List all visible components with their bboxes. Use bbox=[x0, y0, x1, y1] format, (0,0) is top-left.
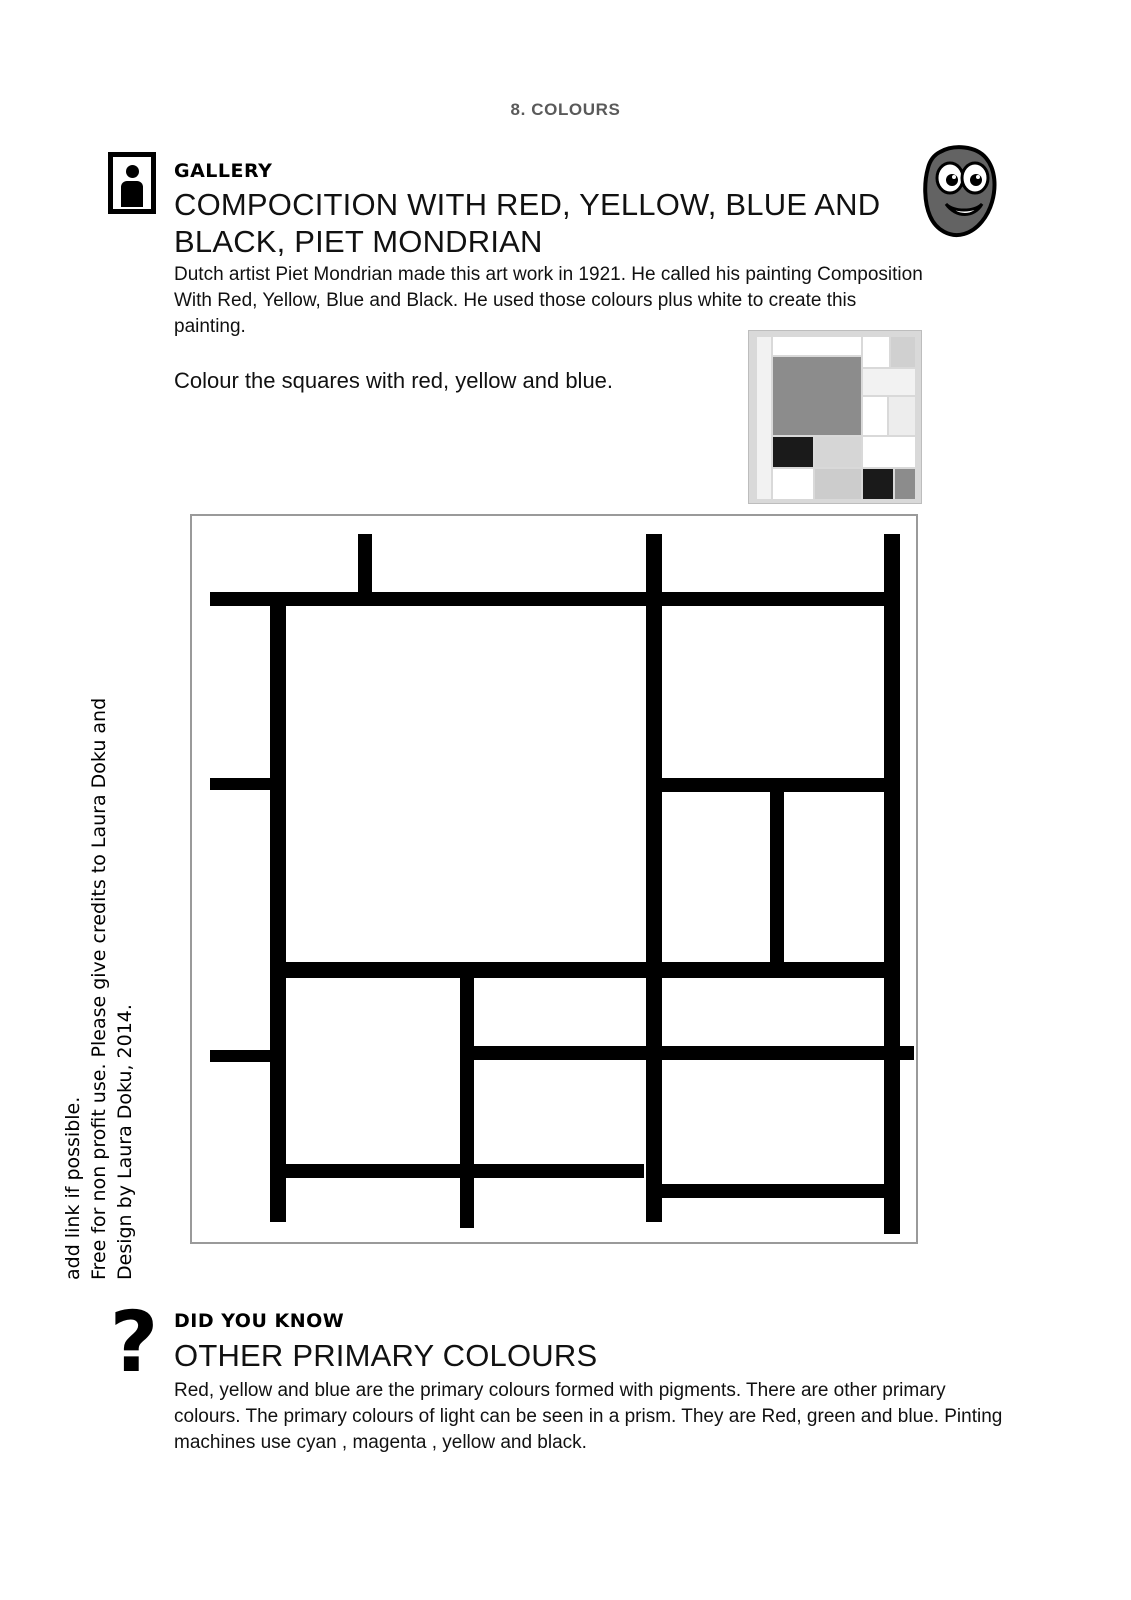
thumbnail-cell bbox=[863, 437, 915, 467]
thumbnail-cell bbox=[773, 437, 813, 467]
thumbnail-cell bbox=[863, 337, 889, 367]
did-you-know-kicker: DID YOU KNOW bbox=[174, 1310, 345, 1332]
h-left-stub-mid bbox=[210, 778, 272, 790]
cartoon-blob-mascot bbox=[920, 144, 1000, 242]
v-center-tall bbox=[646, 534, 662, 1222]
gallery-kicker: GALLERY bbox=[174, 160, 273, 182]
credits-line-2: Free for non profit use. Please give credits to Laura Doku and bbox=[88, 697, 110, 1280]
gallery-title: COMPOCITION WITH RED, YELLOW, BLUE AND BLACK, PIET MONDRIAN bbox=[174, 187, 881, 259]
gallery-instruction-text: Colour the squares with red, yellow and blue. bbox=[174, 368, 614, 393]
did-you-know-body-text: Red, yellow and blue are the primary colours formed with pigments. There are other primary colours. The primary colours of light can be seen in a prism. They are Red, green and blue. Pinting machines use cyan , magenta , yellow and black. bbox=[174, 1380, 1003, 1453]
thumbnail-cell bbox=[889, 397, 915, 435]
did-you-know-title: OTHER PRIMARY COLOURS bbox=[174, 1338, 598, 1373]
thumbnail-cell bbox=[773, 469, 813, 499]
thumbnail-cell bbox=[773, 337, 861, 355]
v-right-inner bbox=[770, 784, 784, 964]
page-title: 8. COLOURS bbox=[510, 100, 621, 119]
v-bottom-short bbox=[460, 1164, 474, 1226]
h-bottom-right bbox=[646, 1184, 900, 1198]
v-left-column bbox=[270, 592, 286, 1222]
thumbnail-cell bbox=[757, 337, 771, 499]
thumbnail-cell bbox=[895, 469, 915, 499]
h-bottom-left bbox=[270, 1164, 644, 1178]
gallery-body-text: Dutch artist Piet Mondrian made this art work in 1921. He called his painting Composition With Red, Yellow, Blue and Black. He used those colours plus white to create this painting. bbox=[174, 264, 923, 337]
thumbnail-cell bbox=[773, 357, 861, 435]
gallery-icon-body bbox=[121, 181, 143, 207]
gallery-icon-head bbox=[126, 165, 139, 178]
thumbnail-cell bbox=[815, 469, 861, 499]
gallery-picture-icon bbox=[108, 152, 156, 214]
h-lower-band-right bbox=[884, 1046, 914, 1060]
h-main-upper bbox=[210, 592, 900, 606]
thumbnail-cell bbox=[815, 437, 861, 467]
mondrian-painting-thumbnail bbox=[748, 330, 922, 504]
h-lower-band bbox=[460, 1046, 900, 1060]
h-left-stub-low bbox=[210, 1050, 272, 1062]
credits-line-1: Design by Laura Doku, 2014. bbox=[114, 1004, 136, 1280]
thumbnail-cell bbox=[863, 397, 887, 435]
thumbnail-cell bbox=[863, 369, 915, 395]
thumbnail-cell bbox=[891, 337, 915, 367]
question-mark-icon: ? bbox=[109, 1293, 159, 1391]
thumbnail-cell bbox=[863, 469, 893, 499]
v-right-edge bbox=[884, 534, 900, 1234]
h-mid-band bbox=[270, 962, 900, 978]
mondrian-colouring-grid[interactable] bbox=[190, 514, 918, 1244]
credits-line-3: add link if possible. bbox=[62, 1096, 84, 1280]
